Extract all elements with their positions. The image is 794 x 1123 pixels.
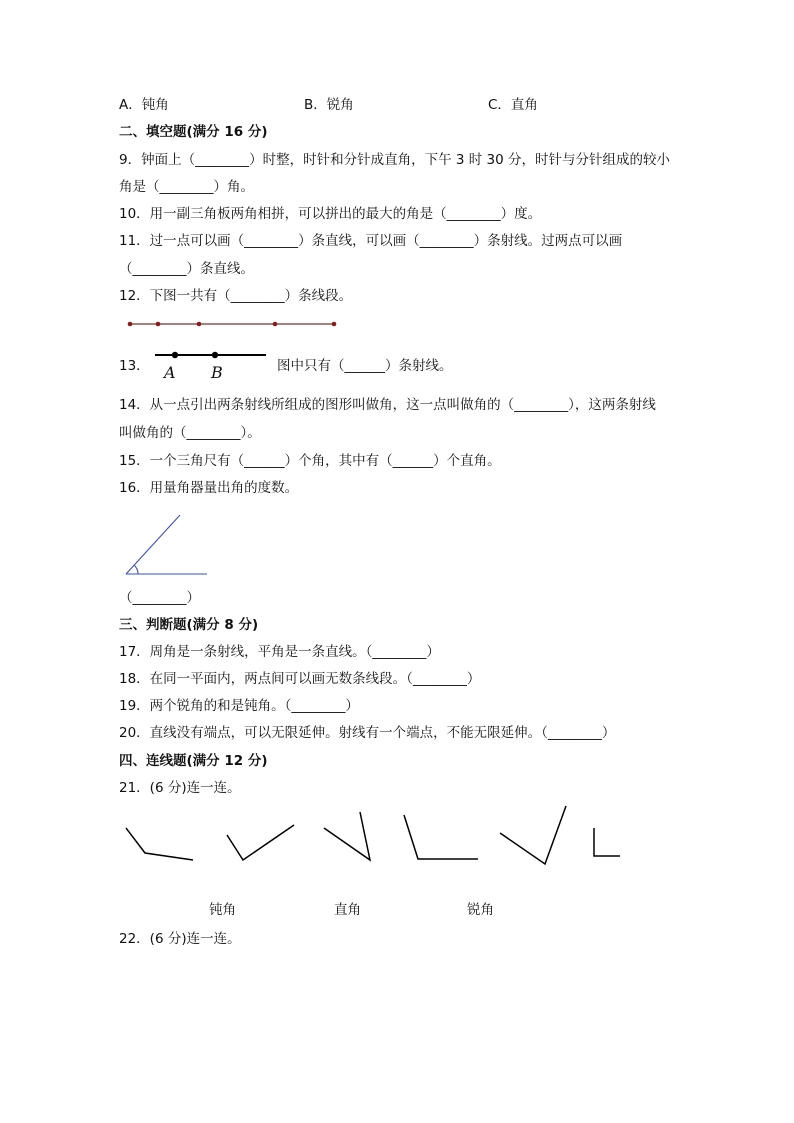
segment-point <box>197 322 202 327</box>
section-title-true-false: 三、判断题(满分 8 分) <box>119 617 259 633</box>
question-12: 12．下图一共有（________）条线段。 <box>119 288 353 304</box>
segment-figure <box>124 318 344 330</box>
option-c: C．直角 <box>488 97 538 113</box>
question-21: 21．(6 分)连一连。 <box>119 780 241 796</box>
segment-point <box>273 322 278 327</box>
question-19: 19．两个锐角的和是钝角。（________） <box>119 698 359 714</box>
question-13-text: 图中只有（______）条射线。 <box>277 358 453 374</box>
point-b <box>212 352 218 358</box>
label-acute-angle: 锐角 <box>467 902 494 918</box>
section-title-matching: 四、连线题(满分 12 分) <box>119 753 268 769</box>
question-9-line2: 角是（________）角。 <box>119 179 254 195</box>
question-13-number: 13． <box>119 358 150 374</box>
point-label-b: B <box>211 363 223 382</box>
matching-angles <box>120 800 640 870</box>
angle-shape-2 <box>227 825 294 860</box>
point-label-a: A <box>164 363 176 382</box>
question-16: 16．用量角器量出角的度数。 <box>119 480 299 496</box>
question-16-answer: （________） <box>119 590 200 606</box>
question-14-line1: 14．从一点引出两条射线所组成的图形叫做角，这一点叫做角的（________），这两条射线 <box>119 397 656 413</box>
angle-shape-6 <box>594 828 620 856</box>
label-right-angle: 直角 <box>334 902 361 918</box>
angle-shape-3 <box>324 812 370 860</box>
question-14-line2: 叫做角的（________）。 <box>119 425 261 441</box>
question-11-line1: 11．过一点可以画（________）条直线，可以画（________）条射线。过两点可以画 <box>119 233 623 249</box>
angle-arc <box>134 565 138 574</box>
question-11-line2: （________）条直线。 <box>119 261 254 277</box>
label-obtuse-angle: 钝角 <box>209 902 236 918</box>
section-title-fill-in: 二、填空题(满分 16 分) <box>119 124 268 140</box>
question-22: 22．(6 分)连一连。 <box>119 931 241 947</box>
segment-point <box>156 322 161 327</box>
angle-shape-4 <box>404 815 478 859</box>
question-10: 10．用一副三角板两角相拼，可以拼出的最大的角是（________）度。 <box>119 206 542 222</box>
segment-point <box>332 322 337 327</box>
question-9-line1: 9．钟面上（________）时整，时针和分针成直角，下午 3 时 30 分，时针与分针组成的较小 <box>119 152 671 168</box>
question-15: 15．一个三角尺有（______）个角，其中有（______）个直角。 <box>119 453 501 469</box>
option-b: B．锐角 <box>304 97 354 113</box>
point-a <box>172 352 178 358</box>
ray-figure <box>153 351 268 359</box>
question-20: 20．直线没有端点，可以无限延伸。射线有一个端点，不能无限延伸。（________） <box>119 725 616 741</box>
question-17: 17．周角是一条射线，平角是一条直线。（________） <box>119 644 440 660</box>
angle-shape-1 <box>126 828 193 860</box>
question-18: 18．在同一平面内，两点间可以画无数条线段。（________） <box>119 671 481 687</box>
angle-figure <box>122 512 212 578</box>
angle-shape-5 <box>500 806 566 864</box>
segment-point <box>128 322 133 327</box>
option-a: A．钝角 <box>119 97 169 113</box>
